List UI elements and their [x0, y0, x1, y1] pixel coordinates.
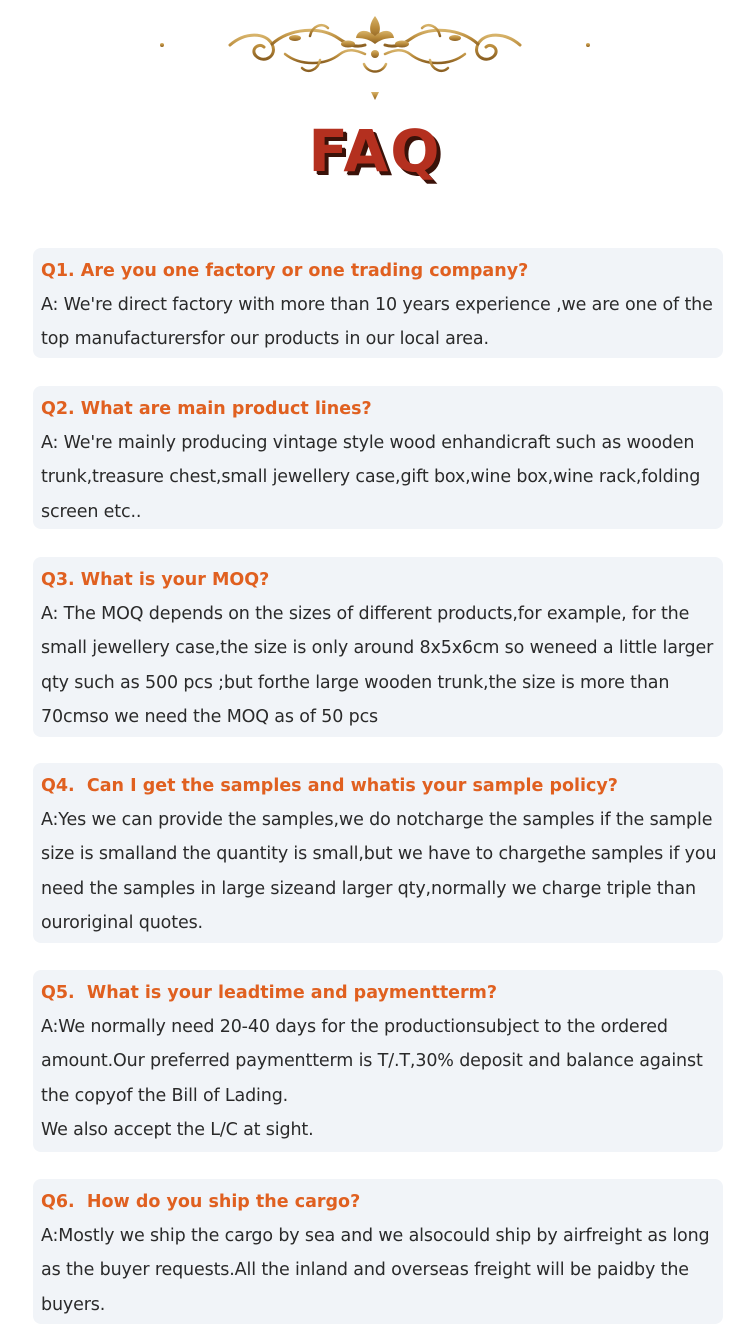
page-title: FAQ — [308, 117, 442, 185]
faq-item-q3 — [33, 557, 723, 737]
faq-question: Q2. What are main product lines? — [41, 399, 372, 419]
faq-item-q1 — [33, 248, 723, 358]
faq-answer: A: We're direct factory with more than 10 years experience ,we are one of the top manufacturersfor our products in our local area. — [41, 295, 713, 350]
gold-flourish-divider-icon — [160, 14, 590, 100]
faq-question: Q1. Are you one factory or one trading company? — [41, 261, 529, 281]
faq-question: Q6. How do you ship the cargo? — [41, 1192, 361, 1212]
faq-question: Q3. What is your MOQ? — [41, 570, 270, 590]
faq-answer: A:Yes we can provide the samples,we do notcharge the samples if the sample size is smalland the quantity is small,but we have to chargethe samples if you need the samples in large sizeand larger qty,normally we charge triple than ouroriginal quotes. — [41, 810, 717, 933]
faq-item-q2 — [33, 386, 723, 529]
faq-item-q4 — [33, 763, 723, 943]
faq-item-q6 — [33, 1179, 723, 1324]
faq-answer: A:We normally need 20-40 days for the productionsubject to the ordered amount.Our preferred paymentterm is T/.T,30% deposit and balance against the copyof the Bill of Lading. We also accept the L/C at sight. — [41, 1017, 703, 1140]
faq-question: Q5. What is your leadtime and paymentterm? — [41, 983, 498, 1003]
faq-question: Q4. Can I get the samples and whatis your sample policy? — [41, 776, 618, 796]
faq-item-q5 — [33, 970, 723, 1152]
faq-answer: A: The MOQ depends on the sizes of different products,for example, for the small jewellery case,the size is only around 8x5x6cm so weneed a little larger qty such as 500 pcs ;but forthe large wooden trunk,the size is more than 70cmso we need the MOQ as of 50 pcs — [41, 604, 714, 727]
faq-answer: A:Mostly we ship the cargo by sea and we alsocould ship by airfreight as long as the buyer requests.All the inland and overseas freight will be paidby the buyers. — [41, 1226, 710, 1315]
faq-answer: A: We're mainly producing vintage style wood enhandicraft such as wooden trunk,treasure chest,small jewellery case,gift box,wine box,wine rack,folding screen etc.. — [41, 433, 701, 522]
